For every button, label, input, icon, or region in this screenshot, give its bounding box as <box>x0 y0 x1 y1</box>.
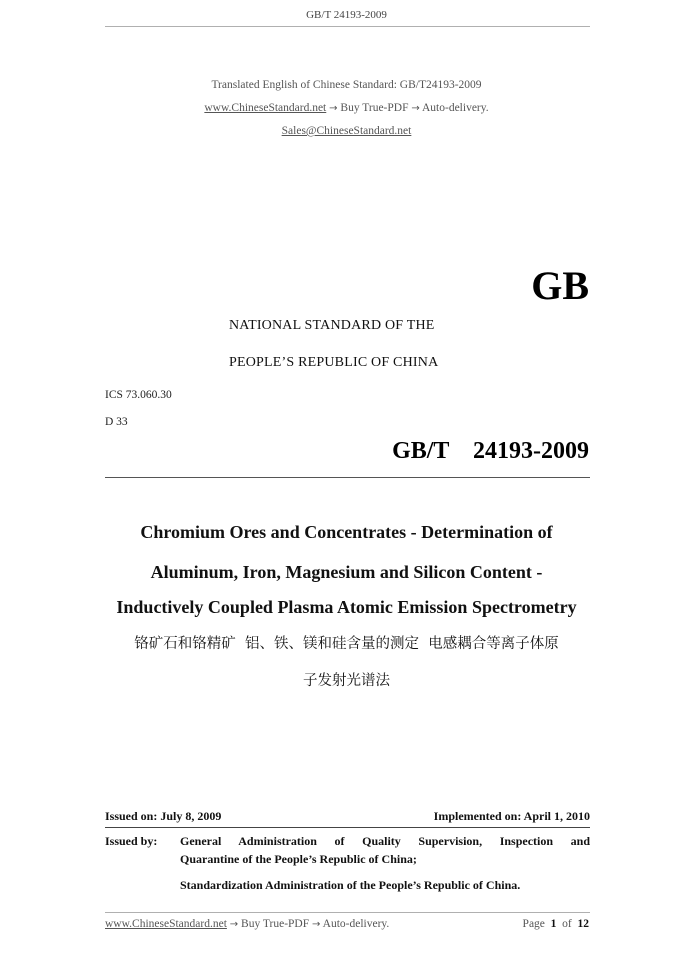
running-header: GB/T 24193-2009 <box>306 9 387 21</box>
email-link[interactable]: Sales@ChineseStandard.net <box>281 125 412 137</box>
chinese-title-line-1: 铬矿石和铬精矿 铝、铁、镁和硅含量的测定 电感耦合等离子体原 <box>134 636 559 652</box>
issuer-line-1: General Administration of Quality Supervision, Inspection and <box>180 834 590 848</box>
dates-row <box>105 809 590 824</box>
issuer-line-3: Standardization Administration of the People’s Republic of China. <box>180 878 521 892</box>
title-line-3: Inductively Coupled Plasma Atomic Emission Spectrometry <box>116 597 577 617</box>
page-indicator <box>523 918 589 930</box>
promo-line-buy <box>0 102 693 114</box>
footer-site-link[interactable]: www.ChineseStandard.net <box>105 918 227 930</box>
implemented-date: Implemented on: April 1, 2010 <box>433 809 590 823</box>
title-divider <box>105 477 590 478</box>
footer-promo <box>105 918 389 930</box>
page-word: Page <box>522 918 545 930</box>
delivery-text: Auto-delivery. <box>422 102 489 114</box>
issuer-line-2: Quarantine of the People’s Republic of China; <box>180 852 417 866</box>
page-total: 12 <box>577 918 589 930</box>
standard-number: GB/T 24193-2009 <box>392 438 589 464</box>
page-number: 1 <box>550 918 557 930</box>
chinese-title-line-2: 子发射光谱法 <box>303 673 390 689</box>
footer-divider <box>105 912 590 913</box>
footer-delivery-text: Auto-delivery. <box>322 918 390 930</box>
title-line-1: Chromium Ores and Concentrates - Determination of <box>140 522 553 542</box>
national-standard-line-1: NATIONAL STANDARD OF THE <box>229 318 435 333</box>
promo-line-email <box>0 125 693 137</box>
issuer-label: Issued by: <box>105 834 158 848</box>
gb-mark: GB <box>531 263 589 308</box>
site-link[interactable]: www.ChineseStandard.net <box>204 102 327 114</box>
arrow-right-icon: → <box>229 919 239 930</box>
of-word: of <box>562 918 572 930</box>
footer-buy-text: Buy True-PDF <box>241 918 310 930</box>
national-standard-line-2: PEOPLE’S REPUBLIC OF CHINA <box>229 355 439 370</box>
buy-text: Buy True-PDF <box>340 102 409 114</box>
arrow-right-icon: → <box>312 919 321 930</box>
arrow-right-icon: → <box>411 103 420 114</box>
promo-line-translated: Translated English of Chinese Standard: GB/T24193-2009 <box>211 79 482 91</box>
ics-code: ICS 73.060.30 <box>105 389 172 401</box>
issued-date: Issued on: July 8, 2009 <box>105 809 222 823</box>
ccs-code: D 33 <box>105 416 128 428</box>
header-divider <box>105 26 590 27</box>
arrow-right-icon: → <box>329 103 338 114</box>
title-line-2: Aluminum, Iron, Magnesium and Silicon Content - <box>150 562 543 582</box>
dates-divider <box>105 827 590 828</box>
